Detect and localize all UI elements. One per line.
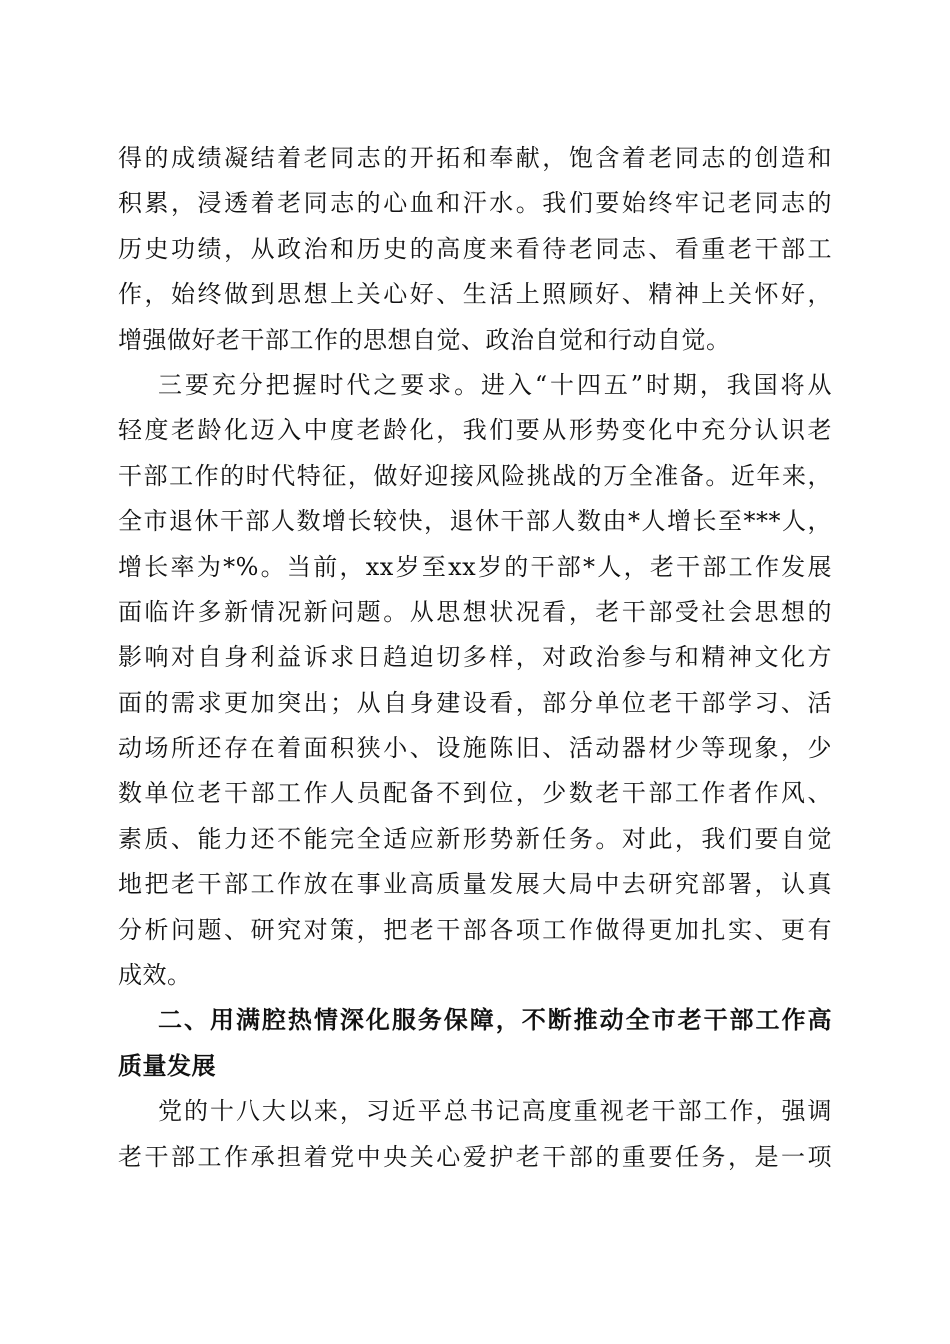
text-line: 得的成绩凝结着老同志的开拓和奉献，饱含着老同志的创造和 (118, 144, 832, 172)
text-line: 面的需求更加突出；从自身建设看，部分单位老干部学习、活 (118, 688, 832, 717)
text-line: 全市退休干部人数增长较快，退休干部人数由*人增长至***人， (118, 507, 832, 536)
text-line: 分析问题、研究对策，把老干部各项工作做得更加扎实、更有 (118, 915, 832, 944)
text-line: 数单位老干部工作人员配备不到位，少数老干部工作者作风、 (118, 779, 832, 808)
text-line: 历史功绩，从政治和历史的高度来看待老同志、看重老干部工 (118, 234, 832, 263)
paragraph-2 (118, 363, 832, 998)
text-line: 影响对自身利益诉求日趋迫切多样，对政治参与和精神文化方 (118, 643, 832, 672)
text-line: 动场所还存在着面积狭小、设施陈旧、活动器材少等现象，少 (118, 734, 832, 763)
text-line: 增强做好老干部工作的思想自觉、政治自觉和行动自觉。 (118, 325, 731, 354)
text-line: 作，始终做到思想上关心好、生活上照顾好、精神上关怀好， (118, 280, 832, 309)
heading-line: 质量发展 (118, 1051, 216, 1080)
text-line: 成效。 (118, 961, 192, 990)
text-line: 面临许多新情况新问题。从思想状况看，老干部受社会思想的 (118, 597, 832, 626)
document-page (118, 136, 832, 1180)
paragraph-1 (118, 136, 832, 363)
text-line: 老干部工作承担着党中央关心爱护老干部的重要任务，是一项 (118, 1142, 832, 1171)
text-line: 轻度老龄化迈入中度老龄化，我们要从形势变化中充分认识老 (118, 416, 832, 445)
text-line: 干部工作的时代特征，做好迎接风险挑战的万全准备。近年来， (118, 461, 832, 490)
heading-line: 二、用满腔热情深化服务保障，不断推动全市老干部工作高 (158, 1006, 832, 1035)
text-line: 三要充分把握时代之要求。进入“十四五”时期，我国将从 (158, 370, 832, 399)
section-heading (118, 998, 832, 1089)
text-line: 积累，浸透着老同志的心血和汗水。我们要始终牢记老同志的 (118, 189, 832, 218)
paragraph-3 (118, 1089, 832, 1180)
text-line: 增长率为*%。当前，xx岁至xx岁的干部*人，老干部工作发展 (118, 552, 832, 581)
text-line: 素质、能力还不能完全适应新形势新任务。对此，我们要自觉 (118, 824, 832, 853)
text-line: 党的十八大以来，习近平总书记高度重视老干部工作，强调 (158, 1097, 832, 1126)
text-line: 地把老干部工作放在事业高质量发展大局中去研究部署，认真 (118, 870, 832, 899)
